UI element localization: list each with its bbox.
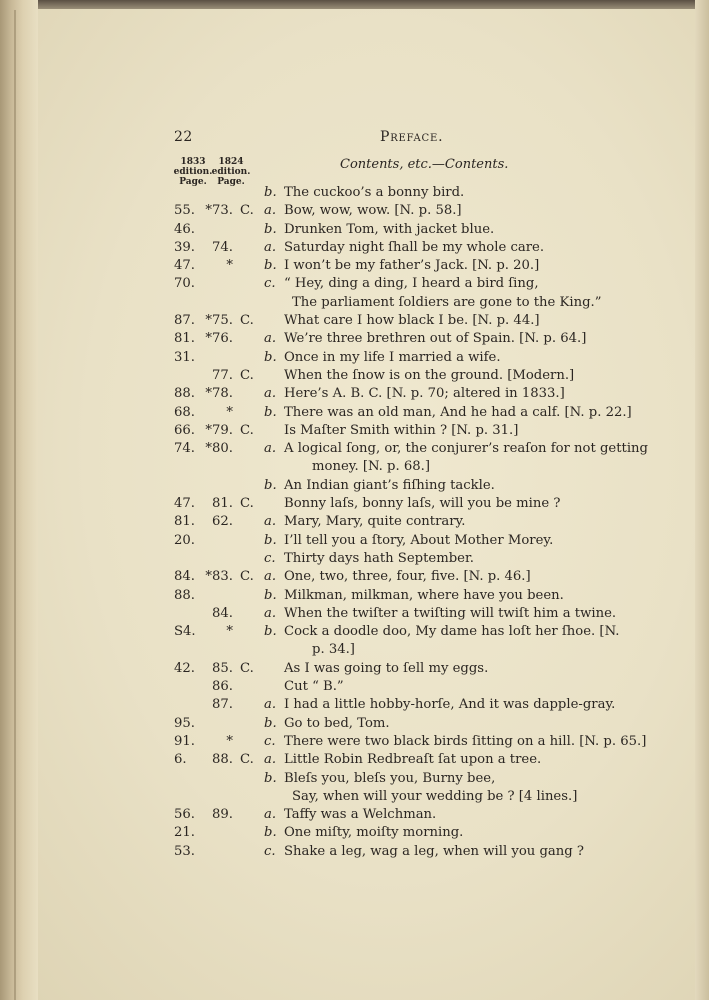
contents-row xyxy=(0,788,709,806)
page-1824: 86. xyxy=(212,679,233,695)
page-1833: 6. xyxy=(174,752,187,768)
page-1824: *76. xyxy=(205,331,233,347)
contents-row xyxy=(0,495,709,513)
column-head-line: edition. xyxy=(211,167,251,177)
column-head-1833 xyxy=(172,157,214,187)
rhyme-title: One miſty, moiſty morning. xyxy=(284,825,464,841)
contents-row xyxy=(0,257,709,275)
rhyme-title: Drunken Tom, with jacket blue. xyxy=(284,221,495,237)
page-1833: 20. xyxy=(174,532,195,548)
contents-row xyxy=(0,184,709,202)
cut-marker: C. xyxy=(240,752,254,768)
rhyme-title: The cuckoo’s a bonny bird. xyxy=(284,185,465,200)
page-1824: 89. xyxy=(212,807,233,823)
contents-row xyxy=(0,532,709,550)
item-letter: b. xyxy=(264,185,277,200)
rhyme-title: Here’s A. B. C. [N. p. 70; altered in 1833.] xyxy=(284,386,565,402)
cut-marker: C. xyxy=(240,313,254,329)
contents-row xyxy=(0,733,709,751)
contents-row xyxy=(0,477,709,495)
column-head-line: Page. xyxy=(217,177,245,187)
contents-row xyxy=(0,550,709,568)
item-letter: b. xyxy=(264,587,277,603)
rhyme-title: We’re three brethren out of Spain. [N. p. 64.] xyxy=(284,331,587,347)
page-1833: 81. xyxy=(174,331,195,347)
rhyme-title: Milkman, milkman, where have you been. xyxy=(284,587,564,603)
contents-row xyxy=(0,770,709,788)
page-1824: * xyxy=(226,404,233,420)
page-1824: * xyxy=(226,258,233,274)
item-letter: b. xyxy=(264,770,277,786)
contents-row xyxy=(0,824,709,842)
contents-row xyxy=(0,843,709,861)
page-1824: 62. xyxy=(212,514,233,530)
item-letter: b. xyxy=(264,404,277,420)
contents-row xyxy=(0,440,709,458)
page-1833: 81. xyxy=(174,514,195,530)
rhyme-title: Bleſs you, bleſs you, Burny bee, xyxy=(284,770,496,786)
item-letter: c. xyxy=(264,276,276,292)
rhyme-title: Is Maſter Smith within ? [N. p. 31.] xyxy=(284,422,519,438)
contents-row xyxy=(0,623,709,641)
page-1824: * xyxy=(226,624,233,640)
page-1824: * xyxy=(226,733,233,749)
page-1824: 74. xyxy=(212,239,233,255)
page-1824: *78. xyxy=(205,386,233,402)
item-letter: c. xyxy=(264,550,276,566)
item-letter: a. xyxy=(264,239,277,255)
page-1833: 21. xyxy=(174,825,195,841)
page-1824: 81. xyxy=(212,496,233,512)
page-1833: 47. xyxy=(174,496,195,512)
cut-marker: C. xyxy=(240,367,254,383)
page-1833: 42. xyxy=(174,660,195,676)
contents-row xyxy=(0,275,709,293)
rhyme-title: I won’t be my father’s Jack. [N. p. 20.] xyxy=(284,258,540,274)
rhyme-title: Thirty days hath September. xyxy=(284,550,474,566)
contents-row xyxy=(0,696,709,714)
contents-row xyxy=(0,312,709,330)
contents-row xyxy=(0,349,709,367)
item-letter: b. xyxy=(264,715,277,731)
contents-row xyxy=(0,605,709,623)
page-1833: 87. xyxy=(174,313,195,329)
page-1833: 47. xyxy=(174,258,195,274)
item-letter: a. xyxy=(264,331,277,347)
page-1824: *83. xyxy=(205,569,233,585)
rhyme-title: Shake a leg, wag a leg, when will you gang ? xyxy=(284,843,584,859)
item-letter: a. xyxy=(264,203,277,219)
contents-row xyxy=(0,221,709,239)
contents-row xyxy=(0,641,709,659)
contents-row xyxy=(0,330,709,348)
item-letter: b. xyxy=(264,477,277,493)
rhyme-title: Once in my life I married a wife. xyxy=(284,349,501,365)
item-letter: a. xyxy=(264,605,277,621)
rhyme-title: An Indian giant’s fiſhing tackle. xyxy=(284,477,495,493)
page-1824: 85. xyxy=(212,660,233,676)
item-letter: a. xyxy=(264,697,277,713)
page-1824: 84. xyxy=(212,605,233,621)
rhyme-title: As I was going to ſell my eggs. xyxy=(284,660,489,676)
page-1824: *73. xyxy=(205,203,233,219)
item-letter: c. xyxy=(264,843,276,859)
contents-row xyxy=(0,587,709,605)
page-1833: 46. xyxy=(174,221,195,237)
rhyme-title: There was an old man, And he had a calf. [N. p. 22.] xyxy=(284,404,632,420)
contents-list xyxy=(0,184,709,861)
page-1833: 84. xyxy=(174,569,195,585)
page-1833: 88. xyxy=(174,386,195,402)
page-1833: 66. xyxy=(174,422,195,438)
page-1824: 88. xyxy=(212,752,233,768)
page-1833: 56. xyxy=(174,807,195,823)
item-letter: a. xyxy=(264,441,277,457)
item-letter: a. xyxy=(264,752,277,768)
rhyme-title: Say, when will your wedding be ? [4 lines.] xyxy=(292,788,578,804)
contents-row xyxy=(0,806,709,824)
rhyme-title: There were two black birds ſitting on a hill. [N. p. 65.] xyxy=(284,733,647,749)
rhyme-title: Bonny laſs, bonny laſs, will you be mine ? xyxy=(284,496,561,512)
item-letter: b. xyxy=(264,349,277,365)
rhyme-title: Cock a doodle doo, My dame has loſt her ſhoe. [N. xyxy=(284,624,620,640)
contents-row xyxy=(0,678,709,696)
page-1833: 74. xyxy=(174,441,195,457)
page-1824: *75. xyxy=(205,313,233,329)
column-head-1824 xyxy=(211,157,251,187)
contents-row xyxy=(0,294,709,312)
contents-row xyxy=(0,367,709,385)
rhyme-title: Mary, Mary, quite contrary. xyxy=(284,514,466,530)
item-letter: a. xyxy=(264,569,277,585)
page-1833: 70. xyxy=(174,276,195,292)
contents-row xyxy=(0,751,709,769)
rhyme-title: “ Hey, ding a ding, I heard a bird ſing, xyxy=(284,276,539,292)
page-1833: S4. xyxy=(174,624,196,640)
contents-row xyxy=(0,513,709,531)
page-1824: 77. xyxy=(212,367,233,383)
page-1833: 95. xyxy=(174,715,195,731)
cut-marker: C. xyxy=(240,660,254,676)
page-1824: *80. xyxy=(205,441,233,457)
rhyme-title: Bow, wow, wow. [N. p. 58.] xyxy=(284,203,462,219)
item-letter: b. xyxy=(264,221,277,237)
rhyme-title: When the twiſter a twiſting will twiſt him a twine. xyxy=(284,605,617,621)
rhyme-title: p. 34.] xyxy=(312,642,355,658)
rhyme-title: Saturday night ſhall be my whole care. xyxy=(284,239,545,255)
page-1833: 88. xyxy=(174,587,195,603)
rhyme-title: Go to bed, Tom. xyxy=(284,715,390,731)
cut-marker: C. xyxy=(240,496,254,512)
page-1824: 87. xyxy=(212,697,233,713)
item-letter: b. xyxy=(264,532,277,548)
item-letter: b. xyxy=(264,258,277,274)
item-letter: a. xyxy=(264,807,277,823)
item-letter: b. xyxy=(264,825,277,841)
contents-row xyxy=(0,239,709,257)
rhyme-title: Cut “ B.” xyxy=(284,679,344,695)
contents-row xyxy=(0,404,709,422)
page-1833: 39. xyxy=(174,239,195,255)
cut-marker: C. xyxy=(240,569,254,585)
contents-row xyxy=(0,202,709,220)
rhyme-title: Taffy was a Welchman. xyxy=(284,807,437,823)
page-1833: 68. xyxy=(174,404,195,420)
page-1833: 55. xyxy=(174,203,195,219)
cut-marker: C. xyxy=(240,203,254,219)
column-head-line: 1833 xyxy=(180,157,206,167)
page-1824: *79. xyxy=(205,422,233,438)
rhyme-title: I’ll tell you a ſtory, About Mother Morey. xyxy=(284,532,554,548)
rhyme-title: The parliament ſoldiers are gone to the King.” xyxy=(292,294,602,310)
item-letter: c. xyxy=(264,733,276,749)
page-1833: 31. xyxy=(174,349,195,365)
column-head-line: 1824 xyxy=(218,157,244,167)
rhyme-title: I had a little hobby-horſe, And it was dapple-gray. xyxy=(284,697,616,713)
item-letter: b. xyxy=(264,624,277,640)
rhyme-title: What care I how black I be. [N. p. 44.] xyxy=(284,313,540,329)
contents-row xyxy=(0,458,709,476)
contents-row xyxy=(0,660,709,678)
page-number: 22 xyxy=(174,129,193,145)
contents-row xyxy=(0,715,709,733)
contents-row xyxy=(0,385,709,403)
contents-title: Contents, etc.—Contents. xyxy=(340,157,509,172)
page-1833: 91. xyxy=(174,733,195,749)
page-top-edge xyxy=(0,0,709,9)
contents-row xyxy=(0,422,709,440)
rhyme-title: money. [N. p. 68.] xyxy=(312,459,430,475)
running-head: Preface. xyxy=(380,129,444,145)
item-letter: a. xyxy=(264,514,277,530)
cut-marker: C. xyxy=(240,422,254,438)
page-1833: 53. xyxy=(174,843,195,859)
rhyme-title: A logical ſong, or, the conjurer’s reaſon for not getting xyxy=(284,441,648,457)
rhyme-title: Little Robin Redbreaſt ſat upon a tree. xyxy=(284,752,542,768)
contents-row xyxy=(0,568,709,586)
rhyme-title: One, two, three, four, five. [N. p. 46.] xyxy=(284,569,531,585)
column-head-line: Page. xyxy=(179,177,207,187)
column-head-line: edition. xyxy=(173,167,213,177)
rhyme-title: When the ſnow is on the ground. [Modern.] xyxy=(284,367,575,383)
item-letter: a. xyxy=(264,386,277,402)
